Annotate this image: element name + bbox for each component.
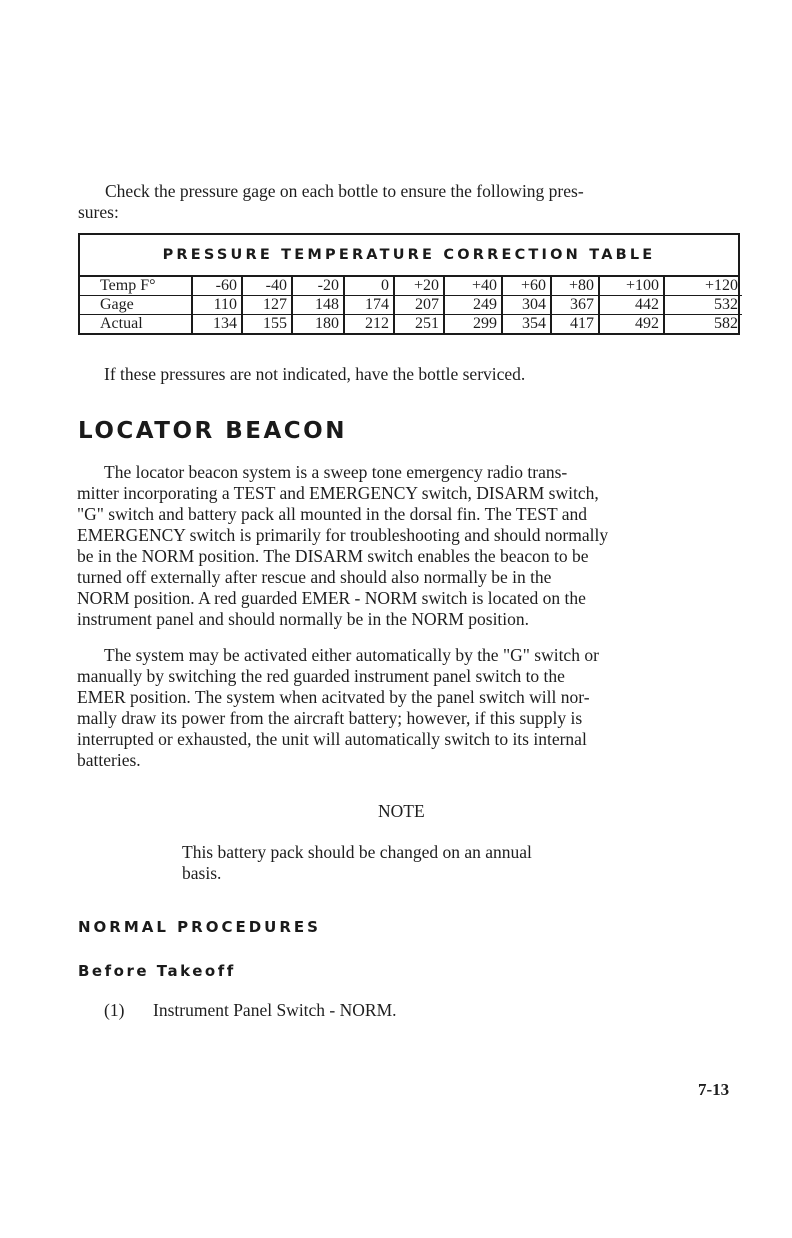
table-cell: 174: [344, 296, 394, 315]
row-label: Actual: [100, 315, 143, 332]
table-cell: 417: [551, 315, 599, 334]
locator-para2-line: The system may be activated either automatically by the "G" switch or: [104, 645, 599, 665]
table-cell: 134: [192, 315, 242, 334]
locator-para1-line: be in the NORM position. The DISARM switch enables the beacon to be: [77, 546, 589, 566]
table-cell: 354: [502, 315, 551, 334]
table-cell: +100: [599, 277, 664, 296]
locator-para2-line: batteries.: [77, 750, 141, 770]
page-number: 7-13: [698, 1080, 730, 1099]
locator-para2-line: mally draw its power from the aircraft battery; however, if this supply is: [77, 708, 583, 728]
table-cell: -60: [192, 277, 242, 296]
locator-para2-line: interrupted or exhausted, the unit will automatically switch to its internal: [77, 729, 587, 749]
table-cell: -20: [292, 277, 344, 296]
table-cell: 110: [192, 296, 242, 315]
table-cell: +120: [664, 277, 742, 296]
table-cell: 442: [599, 296, 664, 315]
locator-para2-line: EMER position. The system when acitvated by the panel switch will nor-: [77, 687, 590, 707]
table-cell: 249: [444, 296, 502, 315]
table-cell: 492: [599, 315, 664, 334]
note-label: NOTE: [378, 801, 425, 821]
table-cell: 155: [242, 315, 292, 334]
table-title: PRESSURE TEMPERATURE CORRECTION TABLE: [80, 235, 738, 277]
pressure-temperature-table: [78, 233, 740, 335]
table-cell: 304: [502, 296, 551, 315]
row-label: Temp F°: [80, 277, 192, 296]
table-cell: 532: [664, 296, 742, 315]
table-cell: 127: [242, 296, 292, 315]
table-cell: 251: [394, 315, 444, 334]
row-label: Gage: [80, 296, 192, 315]
table-row-gage: [80, 296, 742, 315]
step-text: Instrument Panel Switch - NORM.: [153, 1000, 397, 1020]
table-cell: 0: [344, 277, 394, 296]
table-row-actual: [80, 315, 742, 334]
service-note: If these pressures are not indicated, have the bottle serviced.: [104, 364, 526, 384]
locator-para1-line: mitter incorporating a TEST and EMERGENCY switch, DISARM switch,: [77, 483, 599, 503]
before-takeoff-subheading: Before Takeoff: [78, 962, 236, 980]
intro-line-1: Check the pressure gage on each bottle to ensure the following pres-: [105, 181, 584, 201]
locator-para1-line: turned off externally after rescue and should also normally be in the: [77, 567, 552, 587]
table-cell: 582: [664, 315, 742, 334]
table-cell: +40: [444, 277, 502, 296]
note-line: This battery pack should be changed on an annual: [182, 842, 532, 862]
table-cell: 367: [551, 296, 599, 315]
table-row-temp: [80, 277, 742, 296]
step-number: (1): [104, 1000, 125, 1020]
locator-para1-line: NORM position. A red guarded EMER - NORM switch is located on the: [77, 588, 586, 608]
table-cell: +60: [502, 277, 551, 296]
locator-para1-line: EMERGENCY switch is primarily for troubleshooting and should normally: [77, 525, 609, 545]
intro-line-2: sures:: [78, 202, 119, 222]
locator-para1-line: "G" switch and battery pack all mounted in the dorsal fin. The TEST and: [77, 504, 588, 524]
locator-para1-line: instrument panel and should normally be in the NORM position.: [77, 609, 530, 629]
normal-procedures-heading: NORMAL PROCEDURES: [78, 918, 321, 936]
locator-beacon-heading: LOCATOR BEACON: [78, 418, 347, 444]
table-cell: 212: [344, 315, 394, 334]
table-cell: 180: [292, 315, 344, 334]
table-cell: 148: [292, 296, 344, 315]
locator-para2-line: manually by switching the red guarded instrument panel switch to the: [77, 666, 565, 686]
table-cell: -40: [242, 277, 292, 296]
table-cell: +20: [394, 277, 444, 296]
table-cell: 299: [444, 315, 502, 334]
note-line: basis.: [182, 863, 222, 883]
locator-para1-line: The locator beacon system is a sweep tone emergency radio trans-: [104, 462, 568, 482]
table-cell: 207: [394, 296, 444, 315]
table-cell: +80: [551, 277, 599, 296]
